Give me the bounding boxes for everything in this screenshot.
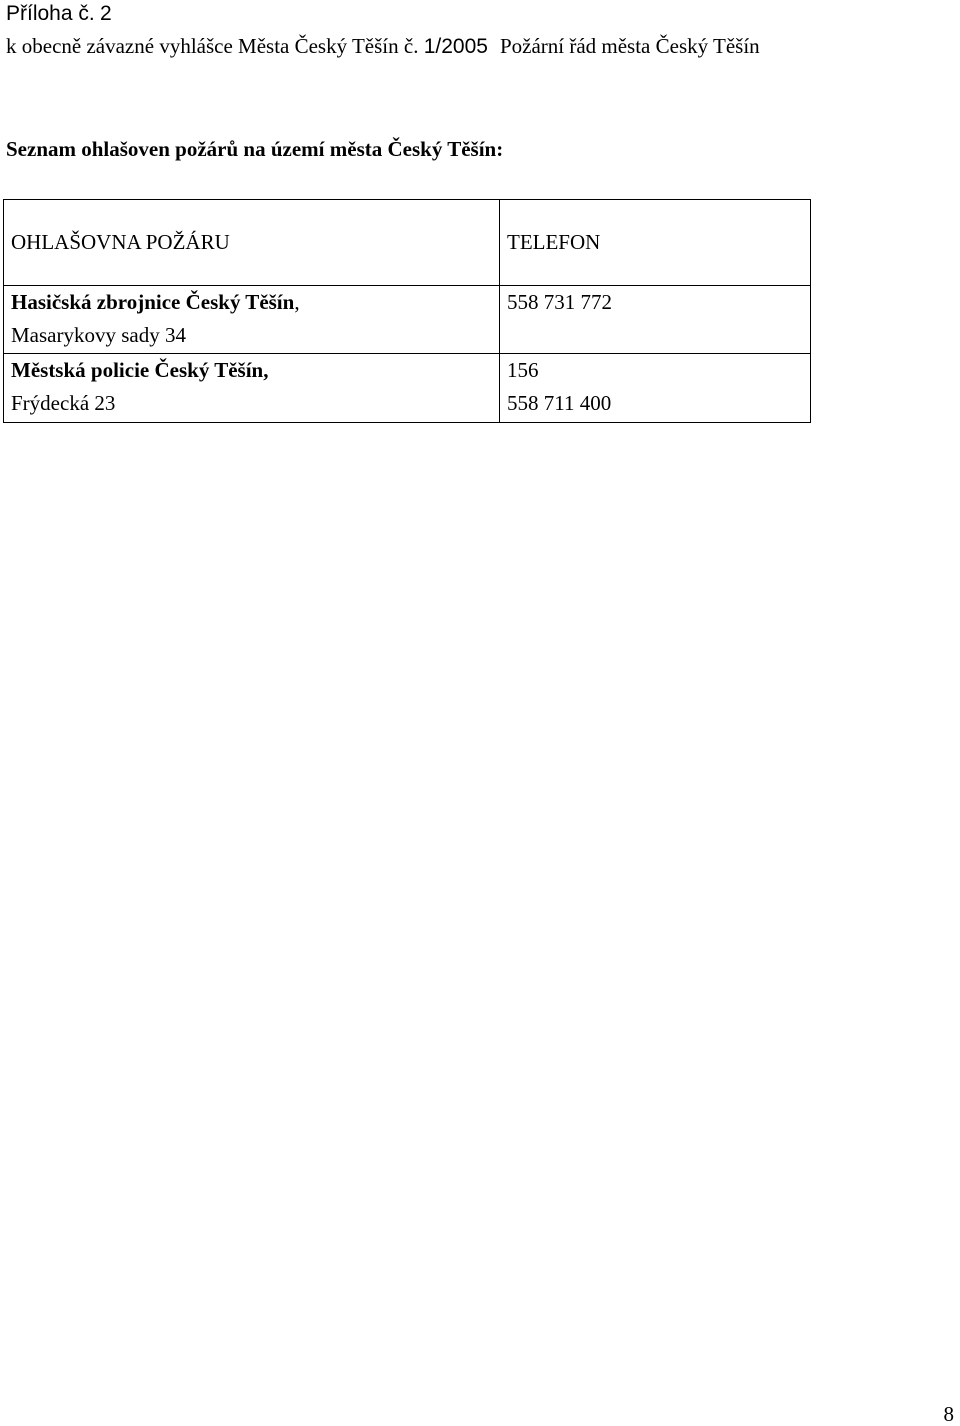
- column-header-station: OHLAŠOVNA POŽÁRU: [4, 200, 500, 286]
- ordinance-text: k obecně závazné vyhlášce Města Český Těšín č.: [6, 34, 419, 58]
- station-name: Hasičská zbrojnice Český Těšín: [11, 290, 295, 314]
- phone-cell: [500, 354, 811, 423]
- fire-reporting-table: [3, 199, 811, 423]
- station-cell: [4, 286, 500, 354]
- station-cell: [4, 354, 500, 423]
- ordinance-title: Požární řád města Český Těšín: [499, 34, 760, 58]
- annex-label-text: Příloha č.: [6, 2, 95, 25]
- station-name-line: [11, 286, 499, 319]
- column-header-phone: TELEFON: [500, 200, 811, 286]
- phone-number: 156: [507, 358, 539, 382]
- table-row: [4, 286, 811, 354]
- section-heading: Seznam ohlašoven požárů na území města Český Těšín:: [6, 137, 504, 161]
- phone-number: 558 711 400: [507, 391, 612, 415]
- ordinance-number: 1/2005: [423, 35, 488, 58]
- annex-number: 2: [99, 2, 112, 25]
- table-row: [4, 354, 811, 423]
- station-address: Frýdecká 23: [11, 391, 116, 415]
- table-header-row: [4, 200, 811, 286]
- station-name-line: [11, 354, 499, 387]
- annex-label: [6, 0, 112, 27]
- page-number: 8: [943, 1402, 954, 1426]
- ordinance-reference: [6, 33, 760, 60]
- phone-number: 558 731 772: [507, 290, 612, 314]
- station-name: Městská policie Český Těšín,: [11, 358, 269, 382]
- station-address: Masarykovy sady 34: [11, 323, 186, 347]
- station-name-suffix: ,: [294, 290, 300, 314]
- phone-cell: [500, 286, 811, 354]
